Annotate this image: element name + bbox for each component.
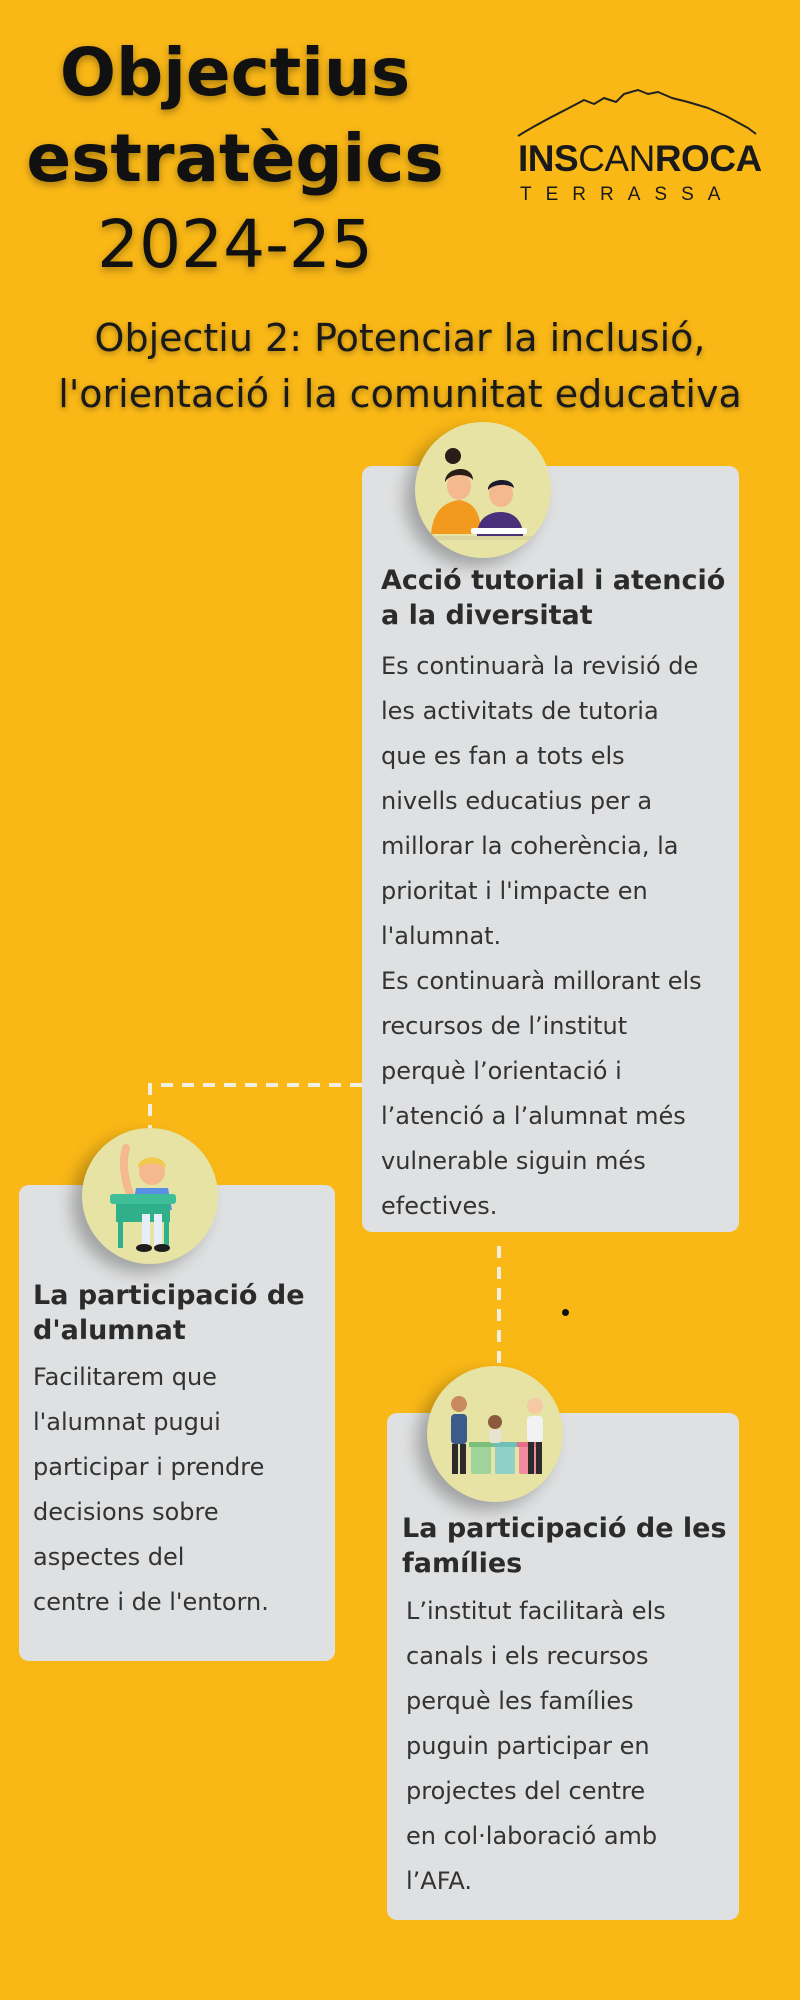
card-line: l’atenció a l’alumnat més — [381, 1102, 686, 1130]
card-line: perquè l’orientació i — [381, 1057, 622, 1085]
card-line: participar i prendre — [33, 1453, 265, 1481]
card-line: que es fan a tots els — [381, 742, 625, 770]
card-body — [406, 1589, 726, 1904]
card-line: nivells educatius per a — [381, 787, 653, 815]
card-line: prioritat i l'impacte en — [381, 877, 648, 905]
family-recycling-illustration — [427, 1366, 563, 1502]
card-heading: La participació de les famílies — [402, 1513, 727, 1579]
decorative-dot — [562, 1309, 569, 1316]
logo-part-ins: INS — [518, 138, 579, 179]
card-line: efectives. — [381, 1192, 498, 1220]
card-line: canals i els recursos — [406, 1642, 649, 1670]
subtitle-line-2: l'orientació i la comunitat educativa — [58, 372, 742, 416]
card-line: l'alumnat. — [381, 922, 502, 950]
card-line: l’AFA. — [406, 1867, 472, 1895]
card-line: projectes del centre — [406, 1777, 646, 1805]
connector-card1-card2 — [150, 1085, 362, 1128]
card-line: millorar la coherència, la — [381, 832, 679, 860]
card-line: l'alumnat pugui — [33, 1408, 221, 1436]
card-heading: La participació de d'alumnat — [33, 1280, 305, 1346]
card-heading: Acció tutorial i atenció a la diversitat — [381, 565, 726, 631]
tutor-and-student-illustration — [415, 422, 551, 558]
card-line: centre i de l'entorn. — [33, 1588, 269, 1616]
title-line-1: Objectius — [59, 34, 411, 111]
card-line: les activitats de tutoria — [381, 697, 659, 725]
card-line: Es continuarà millorant els — [381, 967, 702, 995]
subtitle-line-1: Objectiu 2: Potenciar la inclusió, — [94, 316, 706, 360]
card-family-participation — [387, 1413, 739, 1920]
logo-part-roca: ROCA — [654, 138, 762, 179]
title-line-2: estratègics — [26, 120, 444, 197]
card-line: en col·laboració amb — [406, 1822, 658, 1850]
title-line-3: 2024-25 — [97, 206, 373, 283]
card-line: perquè les famílies — [406, 1687, 634, 1715]
logo-subtext: TERRASSA — [520, 184, 735, 205]
card-tutorial-action — [362, 466, 739, 1232]
card-line: decisions sobre — [33, 1498, 219, 1526]
card-body — [381, 644, 731, 1229]
student-raising-hand-illustration — [82, 1128, 218, 1264]
card-line: recursos de l’institut — [381, 1012, 628, 1040]
card-line: puguin participar en — [406, 1732, 650, 1760]
card-line: Es continuarà la revisió de — [381, 652, 699, 680]
card-line: aspectes del — [33, 1543, 185, 1571]
card-body — [33, 1355, 328, 1625]
card-line: Facilitarem que — [33, 1363, 217, 1391]
card-line: vulnerable siguin més — [381, 1147, 646, 1175]
logo-part-can: CAN — [578, 138, 655, 179]
card-line: L’institut facilitarà els — [406, 1597, 666, 1625]
